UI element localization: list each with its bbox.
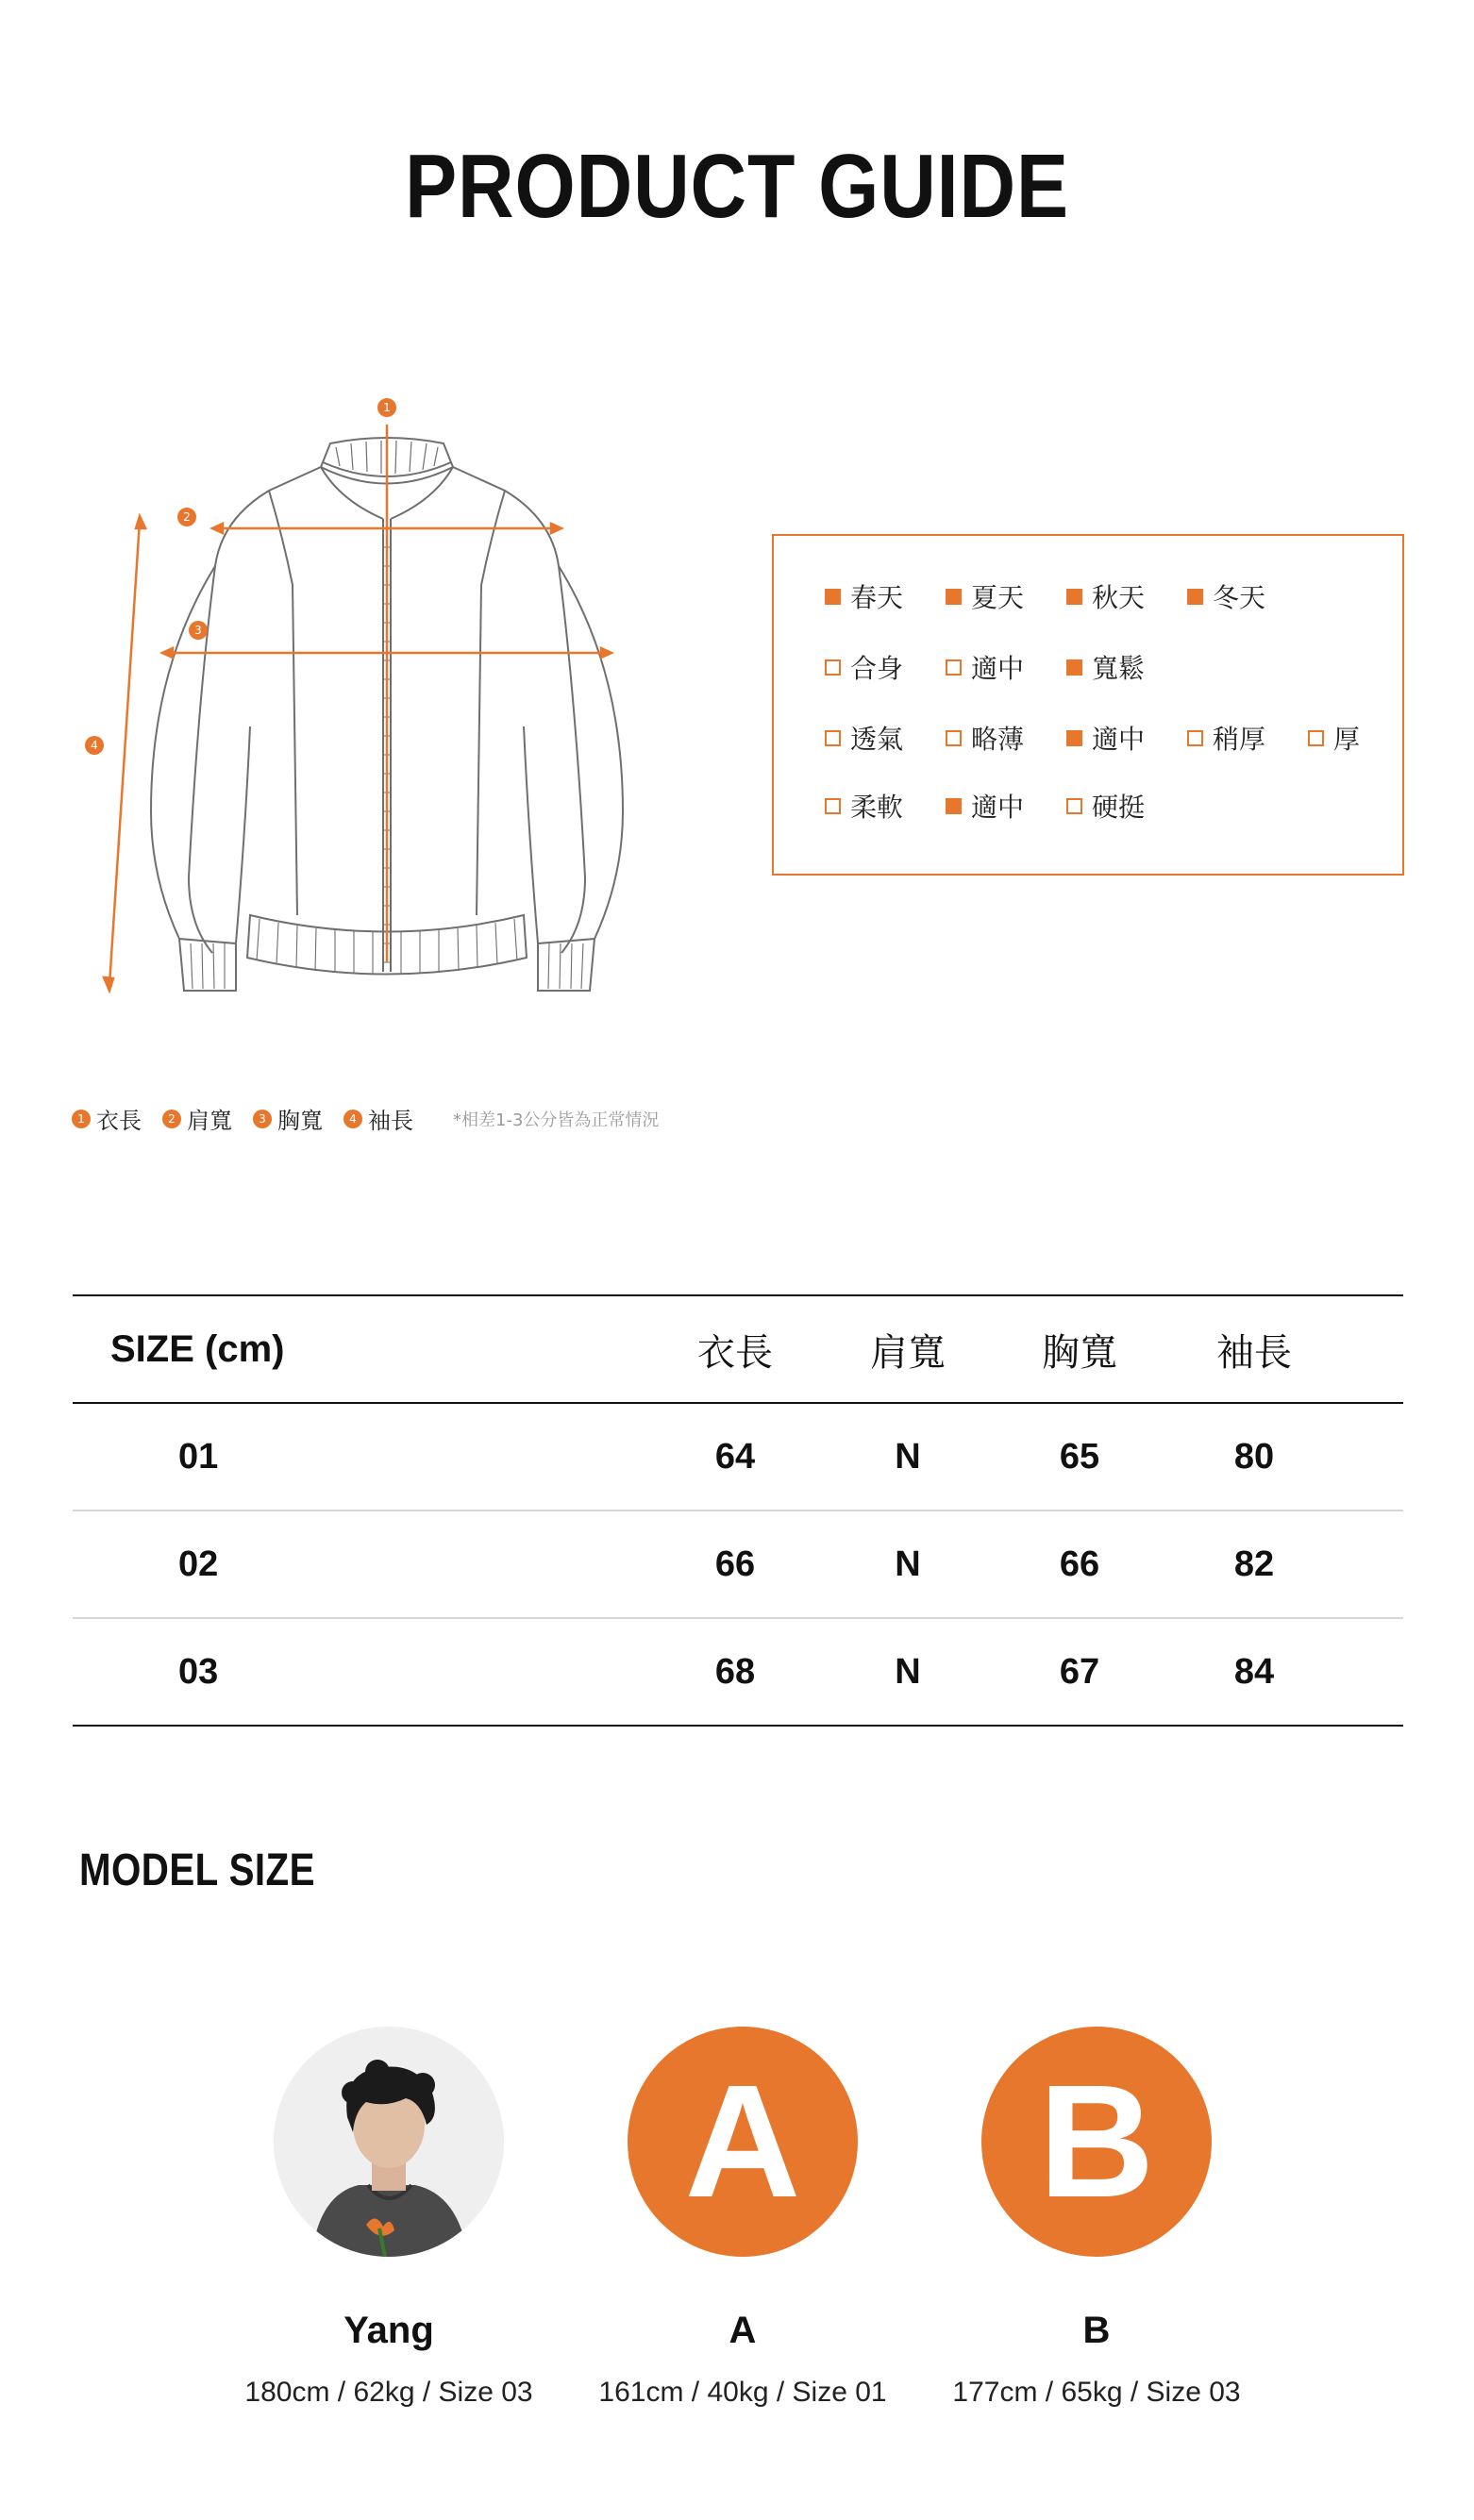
attr-item: 硬挺 <box>1066 787 1187 825</box>
page-title: PRODUCT GUIDE <box>405 136 1069 237</box>
jacket-diagram <box>57 387 661 1010</box>
attr-item: 夏天 <box>946 577 1066 615</box>
table-cell: 82 <box>1233 1544 1275 1584</box>
attr-row-thickness <box>825 719 1429 757</box>
marker-sleeve: 4 <box>85 736 104 755</box>
checkbox-icon <box>1066 659 1082 676</box>
checkbox-icon <box>1066 730 1082 746</box>
attr-item: 適中 <box>1066 719 1187 757</box>
attr-item: 春天 <box>825 577 946 615</box>
model-name: Yang <box>343 2310 434 2351</box>
number-badge: 2 <box>162 1110 181 1128</box>
checkbox-icon <box>825 659 841 676</box>
attr-item: 略薄 <box>946 719 1066 757</box>
attr-item: 適中 <box>946 648 1066 686</box>
model-photo-icon <box>274 2027 504 2257</box>
attr-item: 合身 <box>825 648 946 686</box>
model-avatar <box>274 2027 504 2257</box>
number-badge: 4 <box>343 1110 362 1128</box>
table-row <box>73 1511 1403 1619</box>
table-cell: 65 <box>1059 1436 1100 1477</box>
column-header: 衣長 <box>697 1330 773 1375</box>
attr-item: 柔軟 <box>825 787 946 825</box>
checkbox-icon <box>1308 730 1324 746</box>
model-badge: A <box>628 2027 858 2257</box>
attribute-box <box>772 534 1404 876</box>
attr-item: 適中 <box>946 787 1066 825</box>
table-cell: 67 <box>1059 1651 1100 1692</box>
checkbox-icon <box>946 589 962 605</box>
model-card-b <box>917 2027 1276 2409</box>
model-info: 161cm / 40kg / Size 01 <box>598 2377 887 2408</box>
table-cell: 84 <box>1233 1651 1275 1692</box>
model-name: A <box>729 2310 757 2351</box>
size-name: 03 <box>178 1651 219 1692</box>
attr-item: 透氣 <box>825 719 946 757</box>
table-row <box>73 1619 1403 1727</box>
jacket-outline-icon <box>57 387 661 1010</box>
checkbox-icon <box>1187 589 1203 605</box>
table-cell: 68 <box>714 1651 756 1692</box>
column-header: 胸寬 <box>1042 1330 1117 1375</box>
table-cell: 64 <box>714 1436 756 1477</box>
table-cell: 80 <box>1233 1436 1275 1477</box>
model-badge: B <box>981 2027 1212 2257</box>
checkbox-icon <box>825 798 841 814</box>
attr-item: 秋天 <box>1066 577 1187 615</box>
marker-chest: 3 <box>189 621 208 640</box>
number-badge: 3 <box>253 1110 272 1128</box>
legend-item: 2 肩寬 <box>162 1102 232 1135</box>
checkbox-icon <box>946 659 962 676</box>
marker-shoulder: 2 <box>177 508 196 526</box>
attr-row-season <box>825 577 1308 615</box>
model-size-heading: MODEL SIZE <box>79 1845 315 1895</box>
marker-length: 1 <box>377 398 396 417</box>
size-name: 02 <box>178 1544 219 1584</box>
legend-item: 4 袖長 <box>343 1102 413 1135</box>
number-badge: 1 <box>72 1110 91 1128</box>
attr-item: 厚 <box>1308 719 1429 757</box>
attr-item: 冬天 <box>1187 577 1308 615</box>
table-cell: 66 <box>714 1544 756 1584</box>
table-cell: N <box>895 1436 921 1477</box>
checkbox-icon <box>946 798 962 814</box>
model-name: B <box>1082 2310 1111 2351</box>
size-unit-label: SIZE (cm) <box>110 1327 285 1370</box>
table-cell: N <box>895 1651 921 1692</box>
checkbox-icon <box>1187 730 1203 746</box>
checkbox-icon <box>1066 589 1082 605</box>
attr-row-texture <box>825 787 1187 825</box>
model-card-a <box>563 2027 922 2409</box>
size-table <box>73 1294 1403 1727</box>
model-card-yang <box>209 2027 568 2409</box>
model-info: 180cm / 62kg / Size 03 <box>244 2377 533 2408</box>
checkbox-icon <box>946 730 962 746</box>
table-cell: 66 <box>1059 1544 1100 1584</box>
column-header: 袖長 <box>1216 1330 1292 1375</box>
tolerance-note: *相差1-3公分皆為正常情況 <box>453 1110 660 1130</box>
legend-item: 3 胸寬 <box>253 1102 323 1135</box>
model-info: 177cm / 65kg / Size 03 <box>952 2377 1241 2408</box>
table-row <box>73 1404 1403 1511</box>
attr-row-fit <box>825 648 1187 686</box>
measurement-legend <box>72 1102 659 1135</box>
attr-item: 稍厚 <box>1187 719 1308 757</box>
legend-item: 1 衣長 <box>72 1102 142 1135</box>
attr-item: 寬鬆 <box>1066 648 1187 686</box>
table-cell: N <box>895 1544 921 1584</box>
table-header-row <box>73 1294 1403 1404</box>
checkbox-icon <box>1066 798 1082 814</box>
size-name: 01 <box>178 1436 219 1477</box>
checkbox-icon <box>825 589 841 605</box>
column-header: 肩寬 <box>870 1330 946 1375</box>
checkbox-icon <box>825 730 841 746</box>
